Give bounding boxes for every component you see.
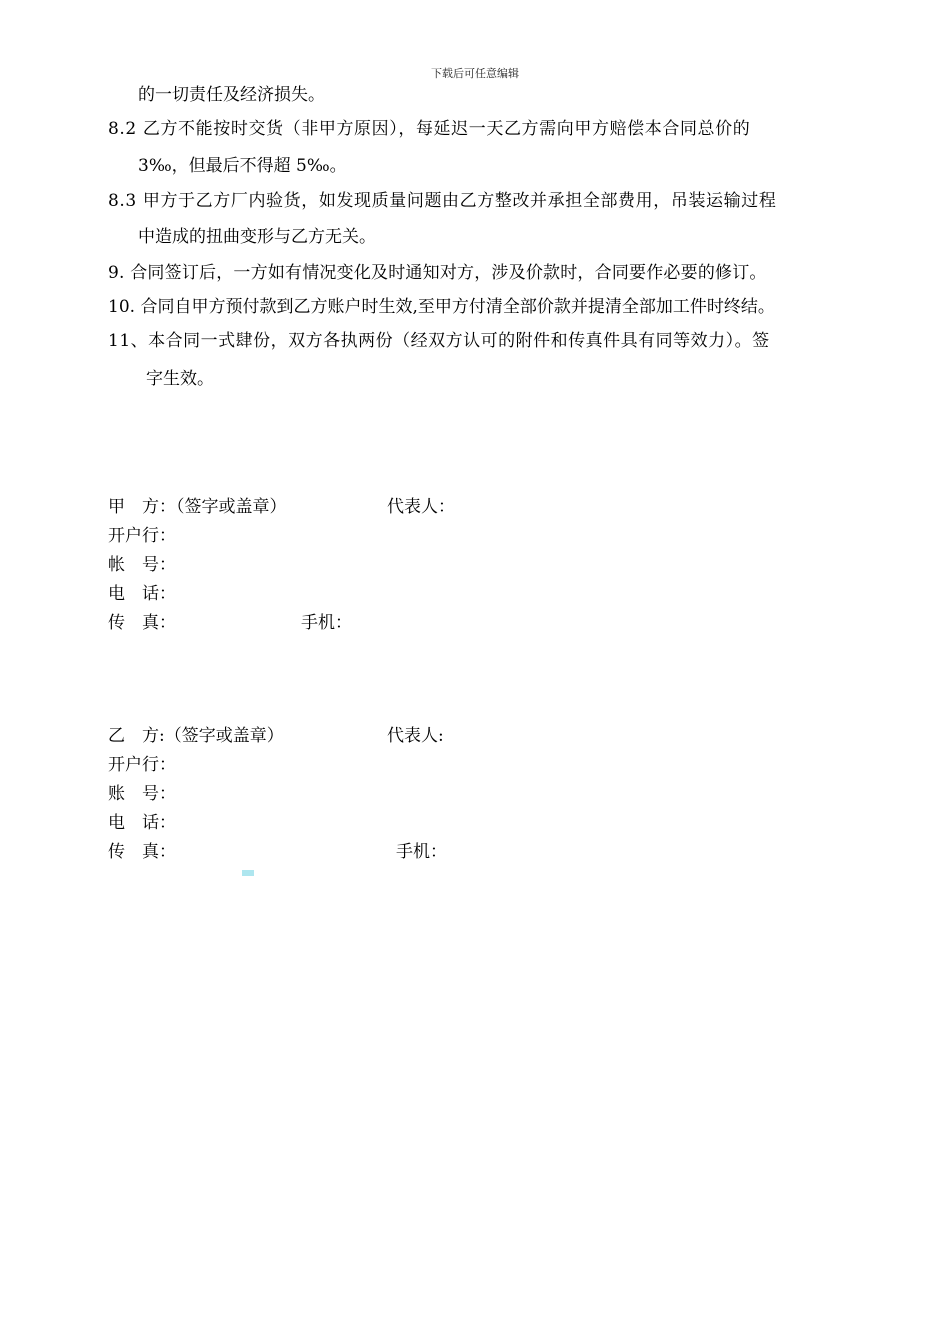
party-a-account-label: 帐 号：: [108, 555, 176, 575]
clause-11-line-1: 11、本合同一式肆份，双方各执两份（经双方认可的附件和传真件具有同等效力）。签: [108, 331, 770, 351]
party-a-fax-label: 传 真：: [108, 613, 176, 633]
header-note: 下载后可任意编辑: [431, 67, 519, 80]
party-b-account-label: 账 号：: [108, 784, 176, 804]
clause-8-1-tail: 的一切责任及经济损失。: [138, 85, 325, 105]
clause-8-2-line-1: 8.2 乙方不能按时交货（非甲方原因），每延迟一天乙方需向甲方赔偿本合同总价的: [108, 119, 751, 139]
clause-8-3-line-2: 中造成的扭曲变形与乙方无关。: [138, 227, 376, 247]
party-b-phone-label: 电 话：: [108, 813, 176, 833]
party-a-phone-label: 电 话：: [108, 584, 176, 604]
clause-8-2-line-2: 3‰，但最后不得超 5‰。: [138, 156, 347, 176]
party-a-bank-label: 开户行：: [108, 526, 176, 546]
party-b-fax-label: 传 真：: [108, 842, 176, 862]
party-a-label: 甲 方：（签字或盖章）: [108, 497, 287, 517]
highlight-mark: [242, 870, 254, 876]
party-b-bank-label: 开户行：: [108, 755, 176, 775]
clause-11-line-2: 字生效。: [146, 369, 214, 389]
party-b-representative-label: 代表人:: [387, 726, 444, 746]
clause-8-3-line-1: 8.3 甲方于乙方厂内验货，如发现质量问题由乙方整改并承担全部费用，吊装运输过程: [108, 191, 777, 211]
party-b-mobile-label: 手机：: [396, 842, 447, 862]
party-a-representative-label: 代表人：: [387, 497, 455, 517]
party-a-mobile-label: 手机：: [301, 613, 352, 633]
clause-9: 9. 合同签订后，一方如有情况变化及时通知对方，涉及价款时，合同要作必要的修订。: [108, 263, 767, 283]
clause-10: 10. 合同自甲方预付款到乙方账户时生效,至甲方付清全部价款并提清全部加工件时终结。: [108, 297, 775, 317]
party-b-label: 乙 方:（签字或盖章）: [108, 726, 284, 746]
